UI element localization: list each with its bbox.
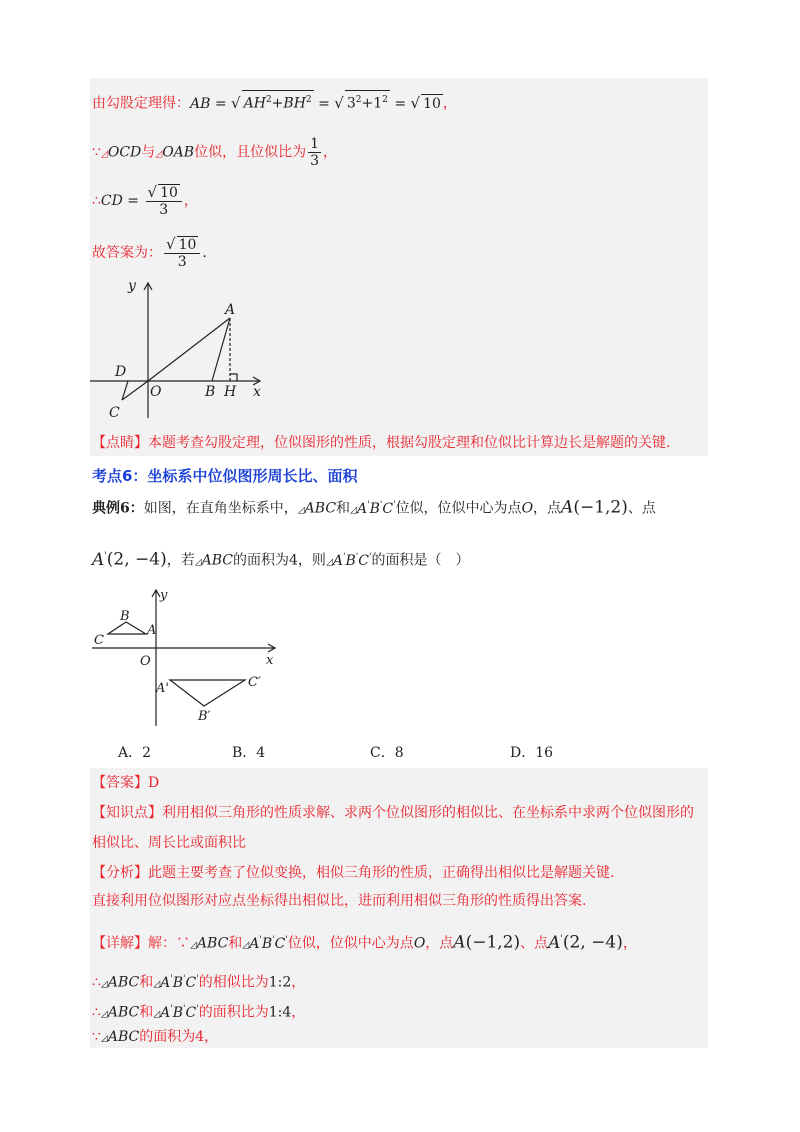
option-d[interactable]: D．16 bbox=[510, 745, 554, 761]
answer-label: 【答案】D bbox=[92, 775, 160, 791]
fig1-label-d: D bbox=[115, 364, 127, 380]
detail-line-4: ∵◿ABC的面积为4， bbox=[92, 1029, 219, 1045]
fig1-y-label: y bbox=[128, 278, 136, 294]
option-c[interactable]: C．8 bbox=[370, 745, 404, 761]
detail-line-3: ∴◿ABC和◿A'B'C'的面积比为1:4， bbox=[92, 1004, 306, 1021]
fig2-label-c: C bbox=[94, 633, 104, 648]
fig2-x-label: x bbox=[266, 653, 274, 668]
knowledge-point-2: 相似比、周长比或面积比 bbox=[92, 835, 246, 851]
figure-triangles-abc bbox=[90, 588, 290, 728]
cd-length-line: ∴CD = $\frac{√ 10}{3}$ ， bbox=[92, 183, 198, 218]
fig1-label-o: O bbox=[150, 384, 162, 400]
knowledge-point-1: 【知识点】利用相似三角形的性质求解、求两个位似图形的相似比、在坐标系中求两个位似图形的 bbox=[92, 805, 694, 821]
fig1-label-c: C bbox=[109, 405, 120, 421]
fig2-label-a-prime: A' bbox=[156, 681, 169, 696]
similarity-ratio-line: ∵◿OCD与◿OAB位似，且位似比为 $\frac{1}{3}$ ， bbox=[92, 136, 337, 169]
fig1-label-b: B bbox=[205, 384, 216, 400]
option-b[interactable]: B．4 bbox=[232, 745, 266, 761]
dianjing-comment: 【点睛】本题考查勾股定理，位似图形的性质，根据勾股定理和位似比计算边长是解题的关键. bbox=[92, 435, 671, 451]
detail-line-2: ∴◿ABC和◿A'B'C'的相似比为1:2， bbox=[92, 974, 306, 991]
detail-line-1: 【详解】解：∵◿ABC和◿A'B'C'位似，位似中心为点O，点A(−1,2)、点A'(2, −4)， bbox=[92, 932, 637, 953]
fig2-label-b: B bbox=[120, 609, 130, 624]
fig2-label-a: A bbox=[147, 623, 157, 638]
answer-line: 故答案为： $\frac{√ 10}{3}$ . bbox=[92, 235, 207, 270]
analysis-1: 【分析】此题主要考查了位似变换，相似三角形的性质，正确得出相似比是解题关键. bbox=[92, 865, 615, 881]
figure-triangles-oab-ocd bbox=[90, 278, 290, 428]
example-line-2: A'(2, −4)，若◿ABC的面积为4，则◿A'B'C'的面积是（ ） bbox=[92, 549, 470, 570]
analysis-2: 直接利用位似图形对应点坐标得出相似比，进而利用相似三角形的性质得出答案. bbox=[92, 893, 587, 909]
fig2-label-b-prime: B′ bbox=[198, 709, 211, 724]
option-a[interactable]: A．2 bbox=[118, 745, 152, 761]
fig2-label-o: O bbox=[140, 654, 151, 669]
fig2-y-label: y bbox=[160, 588, 168, 603]
section-heading: 考点6：坐标系中位似图形周长比、面积 bbox=[92, 467, 358, 485]
fig1-label-a: A bbox=[225, 302, 236, 318]
fig1-x-label: x bbox=[253, 384, 261, 400]
fig2-label-c-prime: C′ bbox=[248, 675, 261, 690]
fig1-label-h: H bbox=[224, 384, 237, 400]
example-line-1: 典例6：如图，在直角坐标系中，◿ABC和◿A'B'C'位似，位似中心为点O，点A(−1,2)、点 bbox=[92, 497, 656, 518]
pythagoras-line: 由勾股定理得：AB = √ $AH^2+BH^2$ = √ $3^2+1^2$ = √ 10 ， bbox=[92, 90, 457, 113]
